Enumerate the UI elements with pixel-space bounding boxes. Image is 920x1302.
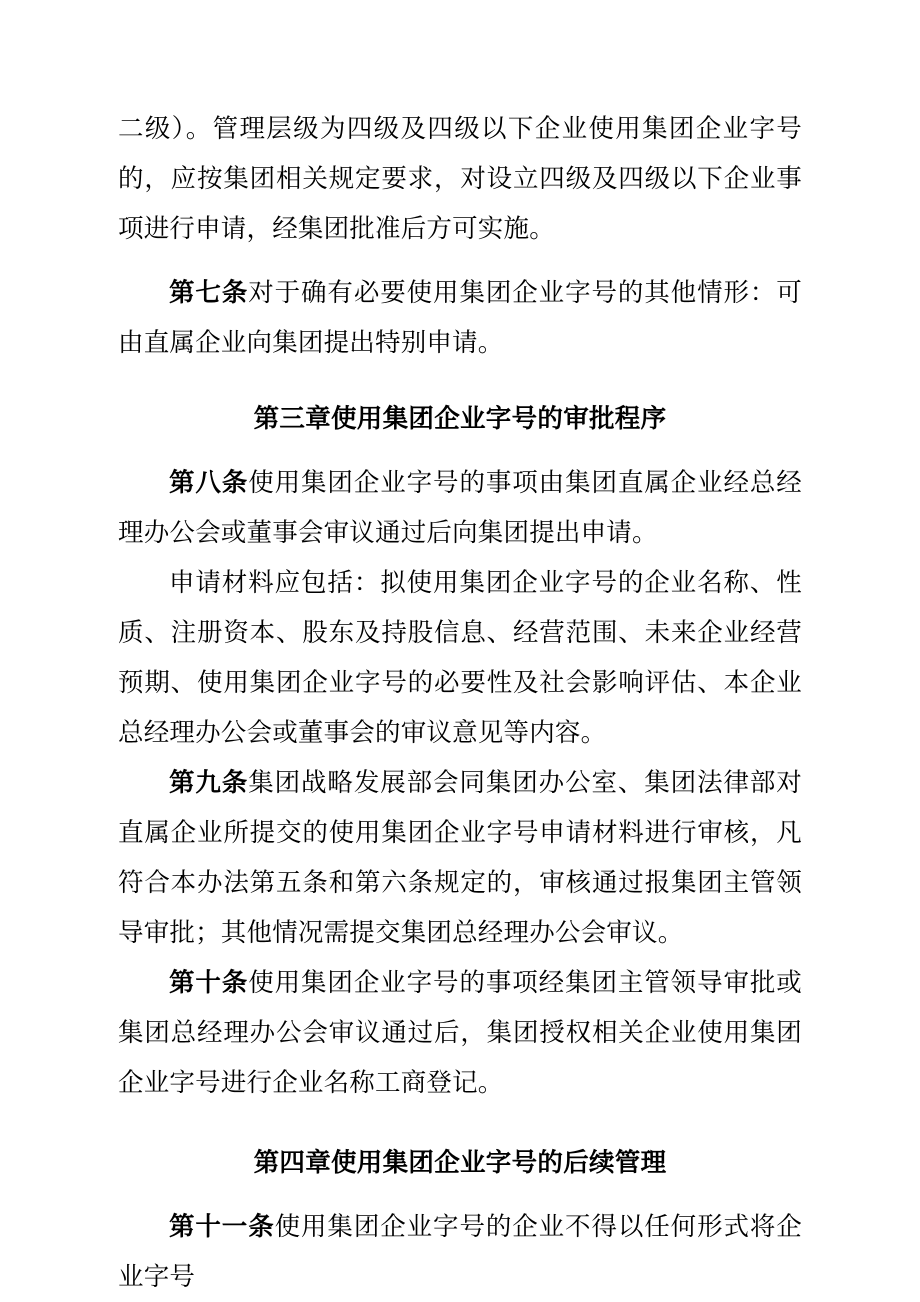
spacer bbox=[118, 1108, 802, 1138]
article-label-11: 第十一条 bbox=[169, 1213, 275, 1241]
article-label-9: 第九条 bbox=[169, 769, 249, 797]
paragraph-text: 对于确有必要使用集团企业字号的其他情形：可由直属企业向集团提出特别申请。 bbox=[118, 279, 802, 357]
paragraph-continued bbox=[118, 104, 802, 254]
paragraph-text: 使用集团企业字号的事项经集团主管领导审批或集团总经理办公会审议通过后，集团授权相关企业使用集团企业字号进行企业名称工商登记。 bbox=[118, 969, 802, 1097]
paragraph-text: 集团战略发展部会同集团办公室、集团法律部对直属企业所提交的使用集团企业字号申请材料进行审核，凡符合本办法第五条和第六条规定的，审核通过报集团主管领导审批；其他情况需提交集团总经理办公会审议。 bbox=[118, 769, 802, 947]
spacer bbox=[118, 254, 802, 268]
paragraph-article-8-materials bbox=[118, 558, 802, 758]
document-body bbox=[118, 104, 802, 1302]
spacer bbox=[118, 444, 802, 458]
paragraph-text: 使用集团企业字号的企业不得以任何形式将企业字号 bbox=[118, 1213, 802, 1291]
paragraph-text: 二级）。管理层级为四级及四级以下企业使用集团企业字号的，应按集团相关规定要求，对设立四级及四级以下企业事项进行申请，经集团批准后方可实施。 bbox=[118, 115, 802, 243]
spacer bbox=[118, 368, 802, 394]
paragraph-text: 申请材料应包括：拟使用集团企业字号的企业名称、性质、注册资本、股东及持股信息、经营范围、未来企业经营预期、使用集团企业字号的必要性及社会影响评估、本企业总经理办公会或董事会的审议意见等内容。 bbox=[118, 569, 802, 747]
heading-chapter-3: 第三章使用集团企业字号的审批程序 bbox=[253, 405, 667, 433]
paragraph-text: 使用集团企业字号的事项由集团直属企业经总经理办公会或董事会审议通过后向集团提出申请。 bbox=[118, 469, 802, 547]
paragraph-article-7 bbox=[118, 268, 802, 368]
paragraph-article-8 bbox=[118, 458, 802, 558]
paragraph-article-10 bbox=[118, 958, 802, 1108]
heading-chapter-4: 第四章使用集团企业字号的后续管理 bbox=[253, 1149, 667, 1177]
paragraph-article-9 bbox=[118, 758, 802, 958]
article-label-10: 第十条 bbox=[169, 969, 249, 997]
spacer bbox=[118, 1188, 802, 1202]
article-label-8: 第八条 bbox=[169, 469, 249, 497]
article-label-7: 第七条 bbox=[169, 279, 249, 307]
paragraph-article-11 bbox=[118, 1202, 802, 1302]
